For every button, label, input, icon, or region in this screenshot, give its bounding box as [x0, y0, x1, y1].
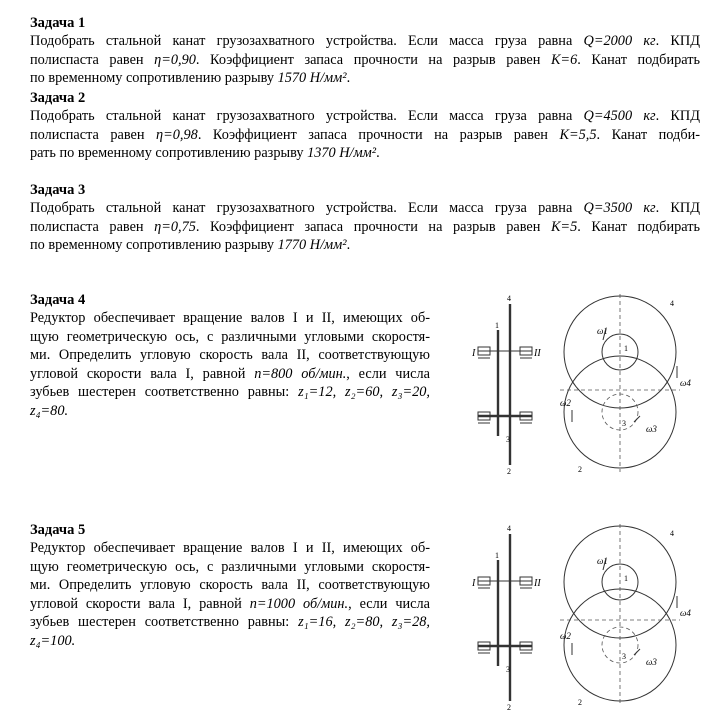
- gearbox-diagram: [470, 520, 715, 710]
- gear-4-label: 4: [670, 299, 674, 308]
- text-line: [30, 236, 700, 255]
- value-italic: z₄=80.: [30, 402, 69, 419]
- task-4: [30, 291, 430, 420]
- text-line: [30, 51, 700, 70]
- text-line: [30, 328, 430, 347]
- label-4: 4: [507, 294, 511, 303]
- text-segment: .: [346, 237, 351, 253]
- value-italic: К=6: [550, 51, 578, 68]
- text-line: [30, 309, 430, 328]
- text-line: [30, 595, 430, 614]
- value-italic: 1370 Н/мм²: [307, 145, 377, 161]
- text-segment: Подобрать стальной канат грузозахватного устройства. Если масса груза равна: [30, 200, 584, 216]
- value-italic: К=5,5: [559, 126, 597, 143]
- task-text: [30, 539, 430, 650]
- text-line: [30, 144, 700, 163]
- text-segment: зубьев шестерен соответственно равны:: [30, 614, 299, 630]
- task-text: [30, 199, 700, 255]
- text-segment: полиспаста равен: [30, 218, 155, 235]
- text-line: [30, 402, 430, 421]
- shaft-I-label: I: [472, 348, 476, 359]
- text-segment: полиспаста равен: [30, 126, 157, 143]
- label-2: 2: [507, 703, 511, 712]
- label-2: 2: [507, 467, 511, 476]
- value-italic: 1770 Н/мм²: [277, 237, 347, 253]
- text-segment: рать по временному сопротивлению разрыву: [30, 145, 308, 161]
- text-segment: . КПД: [655, 108, 701, 124]
- shaft-II-label: II: [534, 348, 541, 359]
- value-italic: n=1000 об/мин.: [249, 595, 349, 612]
- label-1: 1: [495, 321, 499, 330]
- value-italic: Q=2000 кг: [583, 33, 656, 49]
- text-line: [30, 69, 700, 88]
- task-text: [30, 309, 430, 420]
- shaft-I-label: I: [472, 578, 476, 589]
- gear-1-label: 1: [624, 574, 628, 583]
- text-segment: по временному сопротивлению разрыву: [30, 237, 278, 253]
- value-italic: z₁=16, z₂=80, z₃=28,: [298, 614, 430, 630]
- shaft-II-label: II: [534, 578, 541, 589]
- task-title: Задача 2: [30, 90, 86, 106]
- text-line: [30, 558, 430, 577]
- omega-1-label: ω1: [597, 326, 608, 336]
- task-3: [30, 181, 700, 255]
- task-text: [30, 32, 700, 88]
- task-title: Задача 3: [30, 182, 86, 198]
- value-italic: Q=4500 кг: [583, 108, 656, 124]
- text-segment: щую геометрическую ось, с различными угловыми скоростя-: [30, 328, 430, 345]
- label-1: 1: [495, 551, 499, 560]
- text-segment: . Канат подбирать: [577, 51, 700, 68]
- text-segment: угловой скорости вала I, равной: [30, 365, 255, 382]
- text-segment: ми. Определить угловую скорость вала II, соответствующую: [30, 347, 430, 363]
- value-italic: 1570 Н/мм²: [277, 70, 347, 86]
- value-italic: Q=3500 кг: [583, 200, 656, 216]
- task-title: Задача 4: [30, 292, 86, 308]
- task-title: Задача 5: [30, 522, 86, 538]
- omega-4-label: ω4: [680, 378, 691, 388]
- omega-3-label: ω3: [646, 657, 657, 667]
- text-segment: зубьев шестерен соответственно равны:: [30, 384, 299, 400]
- label-4: 4: [507, 524, 511, 533]
- text-line: [30, 383, 430, 402]
- value-italic: К=5: [550, 218, 578, 235]
- text-segment: угловой скорости вала I, равной: [30, 595, 250, 612]
- text-line: [30, 218, 700, 237]
- text-segment: . Коэффициент запаса прочности на разрыв равен: [195, 218, 551, 235]
- task-1: [30, 14, 700, 88]
- text-line: [30, 107, 700, 126]
- text-line: [30, 365, 430, 384]
- text-segment: Подобрать стальной канат грузозахватного устройства. Если масса груза равна: [30, 108, 584, 124]
- omega-2-label: ω2: [560, 631, 571, 641]
- gear-3-label: 3: [622, 419, 626, 428]
- text-segment: , если числа: [348, 595, 430, 612]
- value-italic: z₄=100.: [30, 632, 76, 649]
- task-5: [30, 521, 430, 650]
- value-italic: η=0,75: [154, 218, 196, 235]
- text-line: [30, 126, 700, 145]
- omega-3-arrow: [634, 416, 640, 422]
- gear-4-label: 4: [670, 529, 674, 538]
- text-segment: . КПД: [655, 200, 701, 216]
- text-segment: . Коэффициент запаса прочности на разрыв равен: [197, 126, 560, 143]
- task-title: Задача 1: [30, 15, 86, 31]
- text-segment: Редуктор обеспечивает вращение валов I и II, имеющих об-: [30, 310, 430, 326]
- value-italic: z₁=12, z₂=60, z₃=20,: [298, 384, 430, 400]
- value-italic: η=0,98: [156, 126, 198, 143]
- text-line: [30, 32, 700, 51]
- gear-2-label: 2: [578, 465, 582, 474]
- text-line: [30, 632, 430, 651]
- text-line: [30, 576, 430, 595]
- text-segment: , если числа: [346, 365, 430, 382]
- omega-4-label: ω4: [680, 608, 691, 618]
- text-segment: щую геометрическую ось, с различными угловыми скоростя-: [30, 558, 430, 575]
- task-text: [30, 107, 700, 163]
- text-segment: по временному сопротивлению разрыву: [30, 70, 278, 86]
- gear-1-label: 1: [624, 344, 628, 353]
- text-segment: .: [346, 70, 351, 86]
- text-segment: Редуктор обеспечивает вращение валов I и II, имеющих об-: [30, 540, 430, 556]
- value-italic: η=0,90: [154, 51, 196, 68]
- omega-3-label: ω3: [646, 424, 657, 434]
- text-segment: . КПД: [655, 33, 701, 49]
- text-segment: . Коэффициент запаса прочности на разрыв равен: [195, 51, 551, 68]
- label-3: 3: [506, 435, 510, 444]
- gearbox-diagram: [470, 290, 715, 476]
- text-line: [30, 539, 430, 558]
- text-line: [30, 346, 430, 365]
- gear-3-label: 3: [622, 652, 626, 661]
- gear-2-label: 2: [578, 698, 582, 707]
- text-line: [30, 199, 700, 218]
- text-segment: Подобрать стальной канат грузозахватного устройства. Если масса груза равна: [30, 33, 584, 49]
- text-line: [30, 613, 430, 632]
- task-2: [30, 89, 700, 163]
- value-italic: n=800 об/мин.: [254, 365, 347, 382]
- text-segment: полиспаста равен: [30, 51, 155, 68]
- text-segment: .: [376, 145, 380, 161]
- omega-2-label: ω2: [560, 398, 571, 408]
- text-segment: . Канат подбирать: [577, 218, 700, 235]
- omega-1-label: ω1: [597, 556, 608, 566]
- text-segment: . Канат подби-: [596, 126, 701, 143]
- omega-3-arrow: [634, 649, 640, 655]
- label-3: 3: [506, 665, 510, 674]
- text-segment: ми. Определить угловую скорость вала II, соответствующую: [30, 577, 430, 593]
